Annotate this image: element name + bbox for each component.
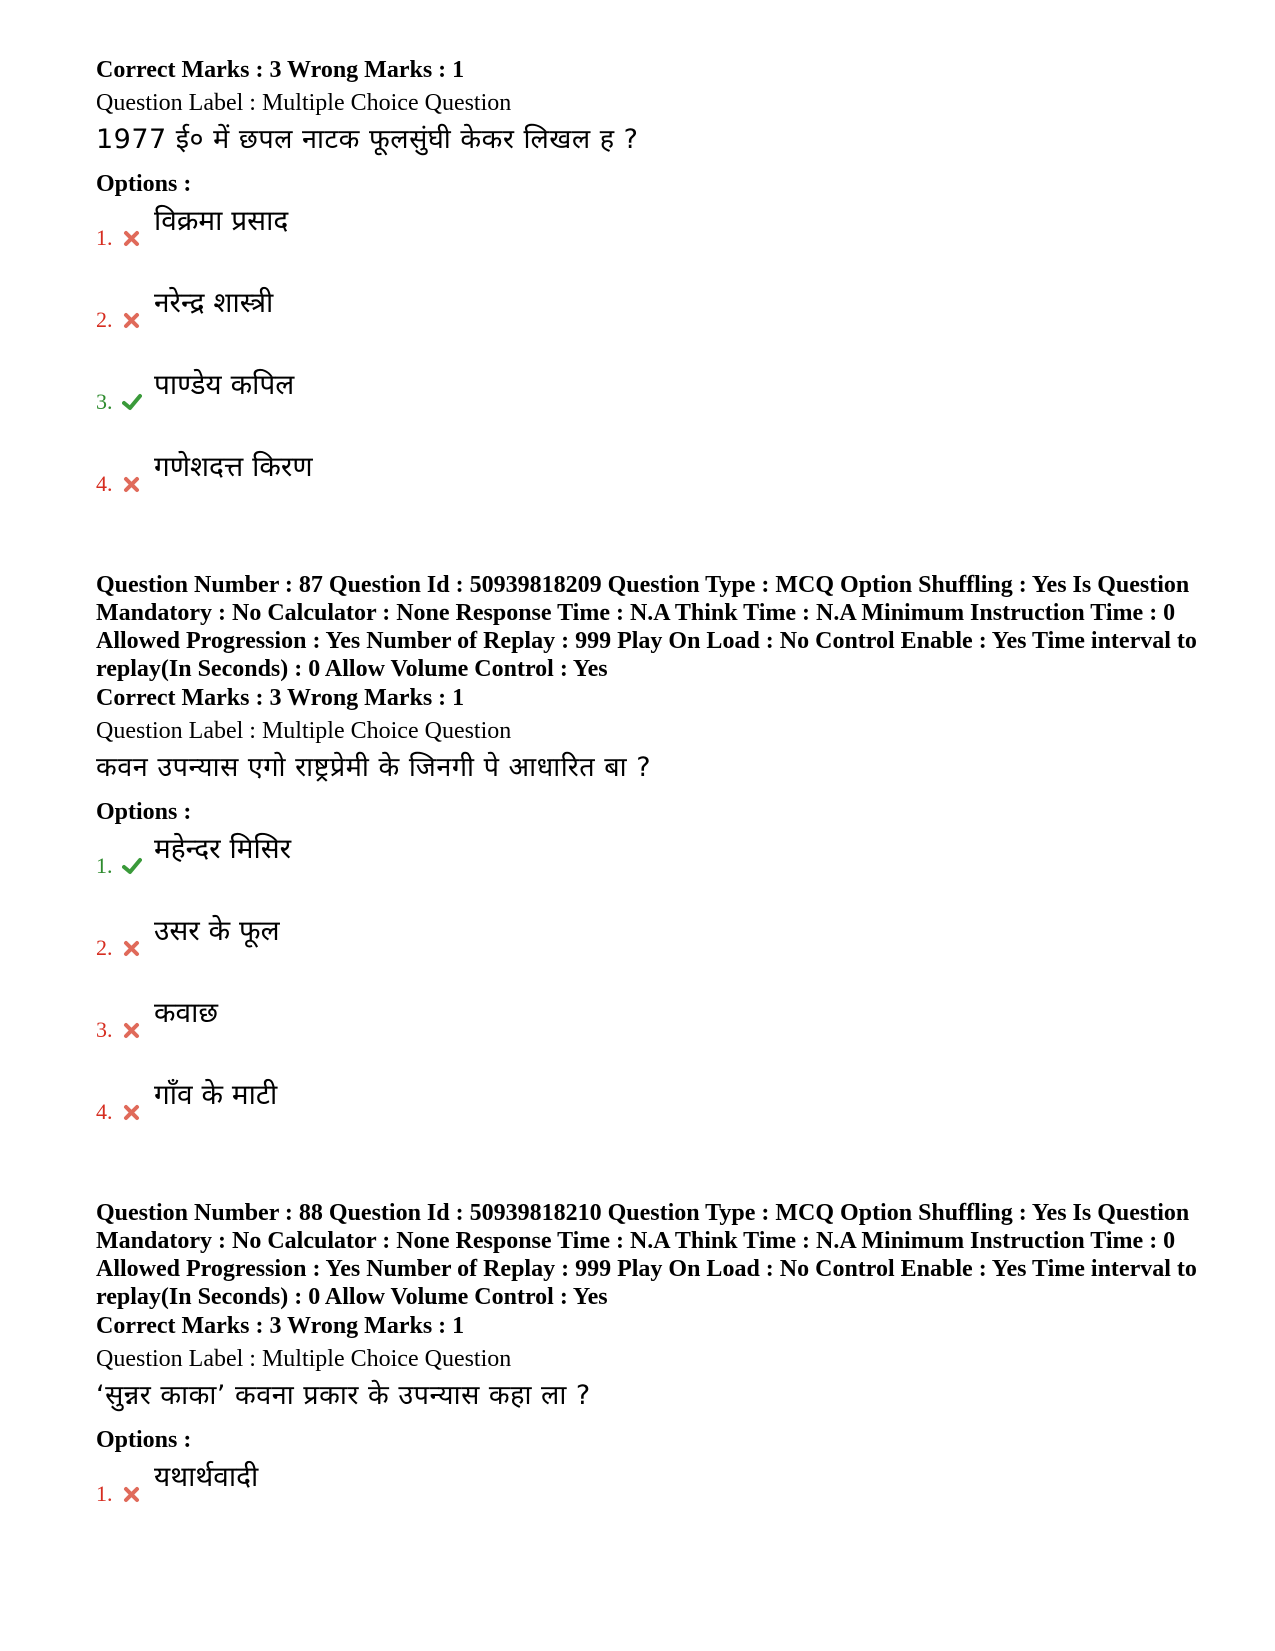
question-text: कवन उपन्यास एगो राष्ट्रप्रेमी के जिनगी पे आधारित बा ?	[96, 752, 652, 783]
question-label: Question Label : Multiple Choice Question	[96, 90, 512, 116]
cross-icon	[122, 1020, 142, 1040]
option-number: 2.	[96, 307, 113, 332]
options-heading: Options :	[96, 171, 192, 197]
question-meta: Question Number : 88 Question Id : 50939818210 Question Type : MCQ Option Shuffling : Yes Is Question Mandatory : No Calculator : None Response Time : N.A Think Time : N.A Minimum Instruction Time : 0 Allowed Progression : Yes Number of Replay : 999 Play On Load : No Control Enable : Yes Time interval to replay(In Seconds) : 0 Allow Volume Control : Yes	[96, 1200, 1197, 1310]
cross-icon	[122, 474, 142, 494]
question-label: Question Label : Multiple Choice Question	[96, 1346, 512, 1372]
option-item	[96, 1074, 796, 1124]
cross-icon	[122, 228, 142, 248]
option-text: पाण्डेय कपिल	[154, 368, 295, 401]
option-item	[96, 910, 796, 960]
cross-icon	[122, 938, 142, 958]
option-number: 3.	[96, 389, 113, 414]
question-text: ‘सुन्नर काका’ कवना प्रकार के उपन्यास कहा ला ?	[96, 1380, 591, 1411]
option-number: 4.	[96, 471, 113, 496]
cross-icon	[122, 310, 142, 330]
check-icon	[122, 392, 142, 412]
options-heading: Options :	[96, 799, 192, 825]
option-item	[96, 364, 796, 414]
check-icon	[122, 856, 142, 876]
option-text: नरेन्द्र शास्त्री	[154, 286, 274, 319]
option-item	[96, 1456, 796, 1506]
option-item	[96, 282, 796, 332]
options-heading: Options :	[96, 1427, 192, 1453]
cross-icon	[122, 1484, 142, 1504]
question-meta: Question Number : 87 Question Id : 50939818209 Question Type : MCQ Option Shuffling : Yes Is Question Mandatory : No Calculator : None Response Time : N.A Think Time : N.A Minimum Instruction Time : 0 Allowed Progression : Yes Number of Replay : 999 Play On Load : No Control Enable : Yes Time interval to replay(In Seconds) : 0 Allow Volume Control : Yes	[96, 572, 1197, 682]
marks-line: Correct Marks : 3 Wrong Marks : 1	[96, 685, 465, 711]
option-text: कवाछ	[154, 996, 218, 1029]
option-text: महेन्दर मिसिर	[154, 832, 292, 865]
option-item	[96, 828, 796, 878]
option-text: विक्रमा प्रसाद	[154, 204, 289, 237]
question-text: 1977 ई० में छपल नाटक फूलसुंघी केकर लिखल ह ?	[96, 124, 639, 155]
option-item	[96, 992, 796, 1042]
marks-line: Correct Marks : 3 Wrong Marks : 1	[96, 57, 465, 83]
option-text: गणेशदत्त किरण	[154, 450, 313, 483]
option-text: गाँव के माटी	[154, 1078, 278, 1111]
cross-icon	[122, 1102, 142, 1122]
option-number: 1.	[96, 225, 113, 250]
option-number: 3.	[96, 1017, 113, 1042]
option-number: 2.	[96, 935, 113, 960]
option-number: 1.	[96, 853, 113, 878]
option-number: 1.	[96, 1481, 113, 1506]
option-number: 4.	[96, 1099, 113, 1124]
option-item	[96, 446, 796, 496]
marks-line: Correct Marks : 3 Wrong Marks : 1	[96, 1313, 465, 1339]
option-text: उसर के फूल	[154, 914, 280, 947]
question-label: Question Label : Multiple Choice Question	[96, 718, 512, 744]
option-text: यथार्थवादी	[154, 1460, 259, 1493]
option-item	[96, 200, 796, 250]
